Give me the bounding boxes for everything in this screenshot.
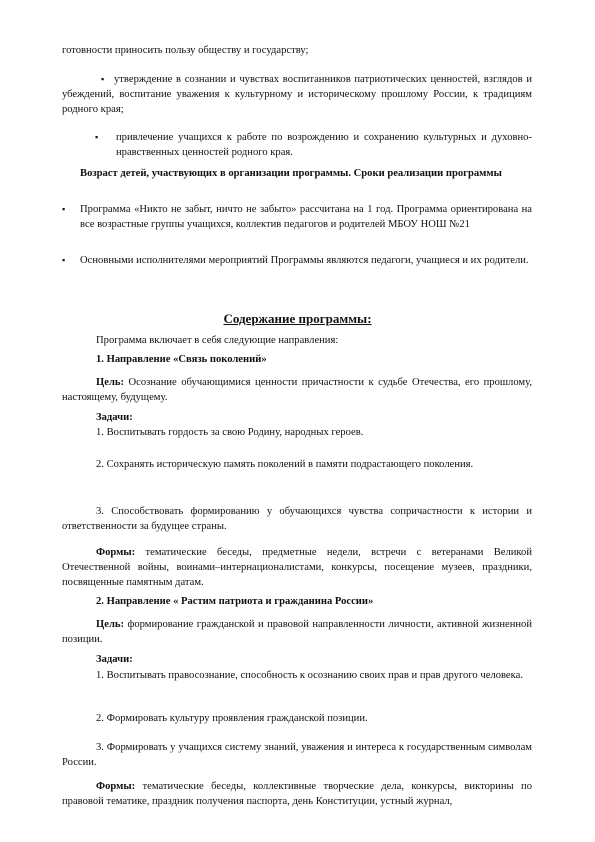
section1-task-1: 1. Воспитывать гордость за свою Родину, народных героев. <box>96 427 364 438</box>
section1-title: 1. Направление «Связь поколений» <box>96 354 267 365</box>
content-title: Содержание программы: <box>223 311 372 326</box>
forms-label: Формы: <box>96 547 136 558</box>
section2-task-2: 2. Формировать культуру проявления гражданской позиции. <box>96 713 368 724</box>
intro-text: Программа включает в себя следующие направления: <box>96 335 339 346</box>
section1-task-2: 2. Сохранять историческую память поколений в памяти подрастающего поколения. <box>96 459 474 470</box>
goal-label: Цель: <box>96 377 125 388</box>
section1-task-3: 3. Способствовать формированию у обучающихся чувства сопричастности к истории и ответственности за будущее страны. <box>62 506 532 532</box>
section2-forms <box>62 779 532 809</box>
section1-forms <box>62 545 532 590</box>
forms-label: Формы: <box>96 781 136 792</box>
section1-goal <box>62 375 532 405</box>
section2-tasks-label: Задачи: <box>96 654 133 665</box>
section1-tasks-label: Задачи: <box>96 412 133 423</box>
bullet-marker: ▪ <box>62 204 66 214</box>
age-heading: Возраст детей, участвующих в организации программы. Сроки реализации программы <box>80 168 502 179</box>
bullet-marker: ▪ <box>101 74 105 84</box>
forms-text: тематические беседы, предметные недели, встречи с ветеранами Великой Отечественной войны, воинами–интернационалистами, конкурсы, посещение музеев, праздники, посвященные памятным датам. <box>62 547 532 588</box>
goal-text: Осознание обучающимися ценности причастности к судьбе Отечества, его прошлому, настоящему, будущему. <box>62 377 532 403</box>
goal-text: формирование гражданской и правовой направленности личности, активной жизненной позиции. <box>62 619 532 645</box>
continued-line: готовности приносить пользу обществу и государству; <box>62 45 309 56</box>
goal-label: Цель: <box>96 619 125 630</box>
bullet-text-heritage: привлечение учащихся к работе по возрождению и сохранению культурных и духовно-нравственных ценностей родного края. <box>116 132 532 158</box>
bullet-text-duration: Программа «Никто не забыт, ничто не забыто» рассчитана на 1 год. Программа ориентирована на все возрастные группы учащихся, коллектив педагогов и родителей МБОУ НОШ №21 <box>80 204 532 230</box>
section2-goal <box>62 617 532 647</box>
bullet-marker: ▪ <box>95 132 99 142</box>
bullet-text-executors: Основными исполнителями мероприятий Программы являются педагоги, учащиеся и их родители. <box>80 255 529 266</box>
section2-title: 2. Направление « Растим патриота и гражданина России» <box>96 596 374 607</box>
section2-task-3: 3. Формировать у учащихся систему знаний, уважения и интереса к государственным символам России. <box>62 742 532 768</box>
forms-text: тематические беседы, коллективные творческие дела, конкурсы, викторины по правовой тематике, праздник получения паспорта, день Конституции, устный журнал, <box>62 781 532 807</box>
bullet-marker: ▪ <box>62 255 66 265</box>
bullet-text-values: утверждение в сознании и чувствах воспитанников патриотических ценностей, взглядов и убеждений, воспитание уважения к культурному и историческому прошлому России, к традициям родного края; <box>62 74 532 115</box>
section2-task-1: 1. Воспитывать правосознание, способность к осознанию своих прав и прав другого человека. <box>96 670 523 681</box>
